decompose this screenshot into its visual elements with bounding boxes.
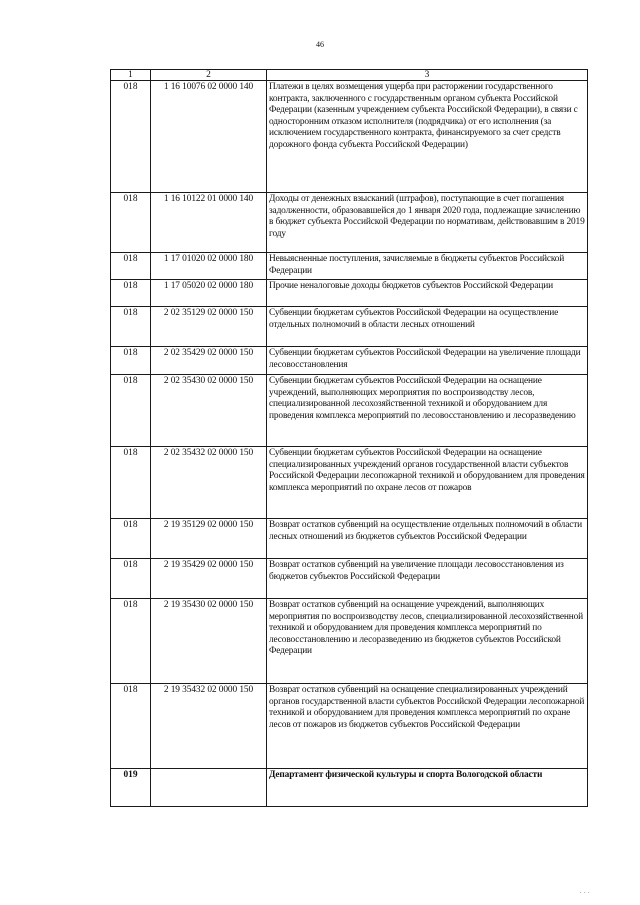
table-row — [111, 347, 588, 375]
revenue-description-cell: Платежи в целях возмещения ущерба при расторжении государственного контракта, заключенного с государственным органом субъекта Российской Федерации (казенным учреждением субъекта Российской Федерации), в связи с односторонним отказом исполнителя (подрядчика) от его исполнения (за исключением государственного контракта, финансируемого за счет средств дорожного фонда субъекта Российской Федерации) — [267, 81, 588, 193]
table-row — [111, 684, 588, 769]
revenue-description-cell: Субвенции бюджетам субъектов Российской Федерации на оснащение специализированных учреждений органов государственной власти субъектов Российской Федерации лесопожарной техникой и оборудованием для проведения комплекса мероприятий по охране лесов от пожаров — [267, 447, 588, 519]
table-row — [111, 769, 588, 807]
budget-classification-code-cell: 2 19 35429 02 0000 150 — [151, 559, 267, 599]
table-row — [111, 599, 588, 684]
admin-code-cell: 018 — [111, 599, 151, 684]
table-header-row — [111, 70, 588, 81]
column-header-3: 3 — [267, 70, 588, 81]
table-row — [111, 447, 588, 519]
budget-classification-code-cell: 1 16 10076 02 0000 140 — [151, 81, 267, 193]
revenue-description-cell: Возврат остатков субвенций на оснащение учреждений, выполняющих мероприятия по воспроизводству лесов, специализированной лесохозяйственной техникой и оборудованием для проведения комплекса мероприятий по лесовосстановлению и лесоразведению из бюджетов субъектов Российской Федерации — [267, 599, 588, 684]
revenue-description-cell: Возврат остатков субвенций на оснащение специализированных учреждений органов государственной власти субъектов Российской Федерации лесопожарной техникой и оборудованием для проведения комплекса мероприятий по охране лесов от пожаров из бюджетов субъектов Российской Федерации — [267, 684, 588, 769]
column-header-1: 1 — [111, 70, 151, 81]
column-header-2: 2 — [151, 70, 267, 81]
table-row — [111, 559, 588, 599]
budget-classification-code-cell: 2 19 35129 02 0000 150 — [151, 519, 267, 559]
admin-code-cell: 018 — [111, 559, 151, 599]
revenue-description-cell: Возврат остатков субвенций на осуществление отдельных полномочий в области лесных отношений из бюджетов субъектов Российской Федерации — [267, 519, 588, 559]
revenue-description-cell: Субвенции бюджетам субъектов Российской Федерации на осуществление отдельных полномочий в области лесных отношений — [267, 307, 588, 347]
table-body — [111, 81, 588, 807]
budget-classification-code-cell: 1 17 05020 02 0000 180 — [151, 280, 267, 307]
revenue-description-cell: Возврат остатков субвенций на увеличение площади лесовосстановления из бюджетов субъектов Российской Федерации — [267, 559, 588, 599]
table-row — [111, 519, 588, 559]
budget-classification-code-cell: 1 16 10122 01 0000 140 — [151, 193, 267, 253]
admin-code-cell: 019 — [111, 769, 151, 807]
budget-classification-code-cell: 2 02 35430 02 0000 150 — [151, 375, 267, 447]
table-row — [111, 81, 588, 193]
admin-code-cell: 018 — [111, 81, 151, 193]
revenue-description-cell: Доходы от денежных взысканий (штрафов), поступающие в счет погашения задолженности, образовавшейся до 1 января 2020 года, подлежащие зачислению в бюджет субъекта Российской Федерации по нормативам, действовавшим в 2019 году — [267, 193, 588, 253]
admin-code-cell: 018 — [111, 519, 151, 559]
revenue-description-cell: Невыясненные поступления, зачисляемые в бюджеты субъектов Российской Федерации — [267, 253, 588, 280]
budget-classification-code-cell: 2 02 35129 02 0000 150 — [151, 307, 267, 347]
admin-code-cell: 018 — [111, 280, 151, 307]
budget-revenue-table — [110, 69, 588, 807]
admin-code-cell: 018 — [111, 193, 151, 253]
budget-classification-code-cell: 2 02 35429 02 0000 150 — [151, 347, 267, 375]
revenue-description-cell: Прочие неналоговые доходы бюджетов субъектов Российской Федерации — [267, 280, 588, 307]
admin-code-cell: 018 — [111, 347, 151, 375]
table-row — [111, 375, 588, 447]
admin-code-cell: 018 — [111, 684, 151, 769]
revenue-description-cell: Департамент физической культуры и спорта Вологодской области — [267, 769, 588, 807]
revenue-description-cell: Субвенции бюджетам субъектов Российской Федерации на оснащение учреждений, выполняющих мероприятия по воспроизводству лесов, специализированной лесохозяйственной техникой и оборудованием для проведения комплекса мероприятий по лесовосстановлению и лесоразведению — [267, 375, 588, 447]
page-number: 46 — [316, 40, 324, 49]
budget-classification-code-cell: 2 02 35432 02 0000 150 — [151, 447, 267, 519]
budget-classification-code-cell — [151, 769, 267, 807]
table-row — [111, 193, 588, 253]
scan-corner-mark: · · · — [579, 889, 590, 897]
admin-code-cell: 018 — [111, 307, 151, 347]
admin-code-cell: 018 — [111, 253, 151, 280]
budget-classification-code-cell: 2 19 35432 02 0000 150 — [151, 684, 267, 769]
table-row — [111, 307, 588, 347]
revenue-description-cell: Субвенции бюджетам субъектов Российской Федерации на увеличение площади лесовосстановления — [267, 347, 588, 375]
admin-code-cell: 018 — [111, 447, 151, 519]
budget-classification-code-cell: 1 17 01020 02 0000 180 — [151, 253, 267, 280]
table-row — [111, 253, 588, 280]
table-row — [111, 280, 588, 307]
admin-code-cell: 018 — [111, 375, 151, 447]
budget-classification-code-cell: 2 19 35430 02 0000 150 — [151, 599, 267, 684]
